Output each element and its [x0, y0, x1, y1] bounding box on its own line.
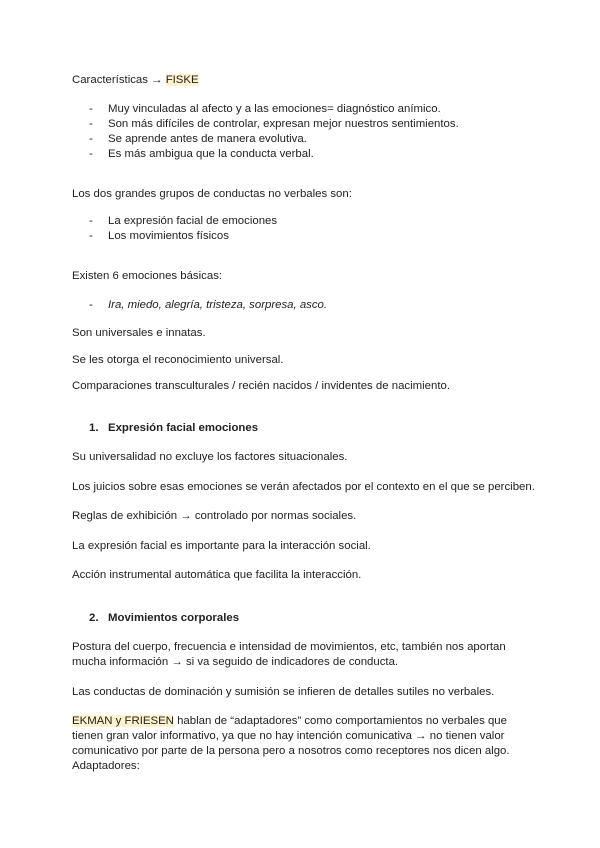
- heading-number: 1.: [89, 422, 99, 434]
- paragraph: Las conductas de dominación y sumisión se infieren de detalles sutiles no verbales.: [72, 686, 495, 698]
- paragraph-line: Postura del cuerpo, frecuencia e intensidad de movimientos, etc, también nos aportan: [72, 641, 506, 653]
- paragraph: Se les otorga el reconocimiento universal.: [72, 354, 284, 366]
- paragraph-line: Adaptadores:: [72, 760, 140, 772]
- paragraph: Acción instrumental automática que facilita la interacción.: [72, 569, 362, 581]
- emotions-list: Ira, miedo, alegría, tristeza, sorpresa, asco.: [108, 299, 328, 311]
- list-item-text: Los movimientos físicos: [108, 230, 229, 242]
- characteristics-line: [72, 73, 199, 87]
- heading-text: Expresión facial emociones: [108, 422, 259, 434]
- list-item-text: La expresión facial de emociones: [108, 215, 278, 227]
- paragraph: Los dos grandes grupos de conductas no verbales son:: [72, 188, 352, 200]
- paragraph-line: [72, 714, 507, 728]
- paragraph: Son universales e innatas.: [72, 327, 206, 339]
- paragraph: Los juicios sobre esas emociones se verán afectados por el contexto en el que se perciben.: [72, 481, 535, 493]
- bullet-dash: -: [89, 103, 93, 115]
- characteristics-prefix: Características →: [72, 74, 166, 86]
- paragraph-text: hablan de “adaptadores” como comportamientos no verbales que: [173, 715, 507, 727]
- paragraph: La expresión facial es importante para la interacción social.: [72, 540, 371, 552]
- heading-text: Movimientos corporales: [108, 612, 240, 624]
- paragraph: Su universalidad no excluye los factores situacionales.: [72, 451, 348, 463]
- paragraph-line: mucha información → si va seguido de indicadores de conducta.: [72, 656, 399, 668]
- paragraph: Reglas de exhibición → controlado por normas sociales.: [72, 510, 357, 522]
- list-item-text: Muy vinculadas al afecto y a las emociones= diagnóstico anímico.: [108, 103, 441, 115]
- paragraph: Comparaciones transculturales / recién nacidos / invidentes de nacimiento.: [72, 380, 450, 392]
- list-item-text: Se aprende antes de manera evolutiva.: [108, 133, 307, 145]
- paragraph-line: tienen gran valor informativo, ya que no hay intención comunicativa → no tienen valor: [72, 730, 505, 742]
- bullet-dash: -: [89, 148, 93, 160]
- bullet-dash: -: [89, 133, 93, 145]
- bullet-dash: -: [89, 230, 93, 242]
- heading-number: 2.: [89, 612, 99, 624]
- list-item-text: Es más ambigua que la conducta verbal.: [108, 148, 314, 160]
- bullet-dash: -: [89, 118, 93, 130]
- paragraph: Existen 6 emociones básicas:: [72, 270, 223, 282]
- bullet-dash: -: [89, 215, 93, 227]
- bullet-dash: -: [89, 299, 93, 311]
- fiske-highlight: FISKE: [165, 74, 199, 86]
- paragraph-line: comunicativo por parte de la persona pero a nosotros como receptores nos dicen algo.: [72, 745, 510, 757]
- ekman-friesen-highlight: EKMAN y FRIESEN: [72, 715, 174, 727]
- list-item-text: Son más difíciles de controlar, expresan mejor nuestros sentimientos.: [108, 118, 459, 130]
